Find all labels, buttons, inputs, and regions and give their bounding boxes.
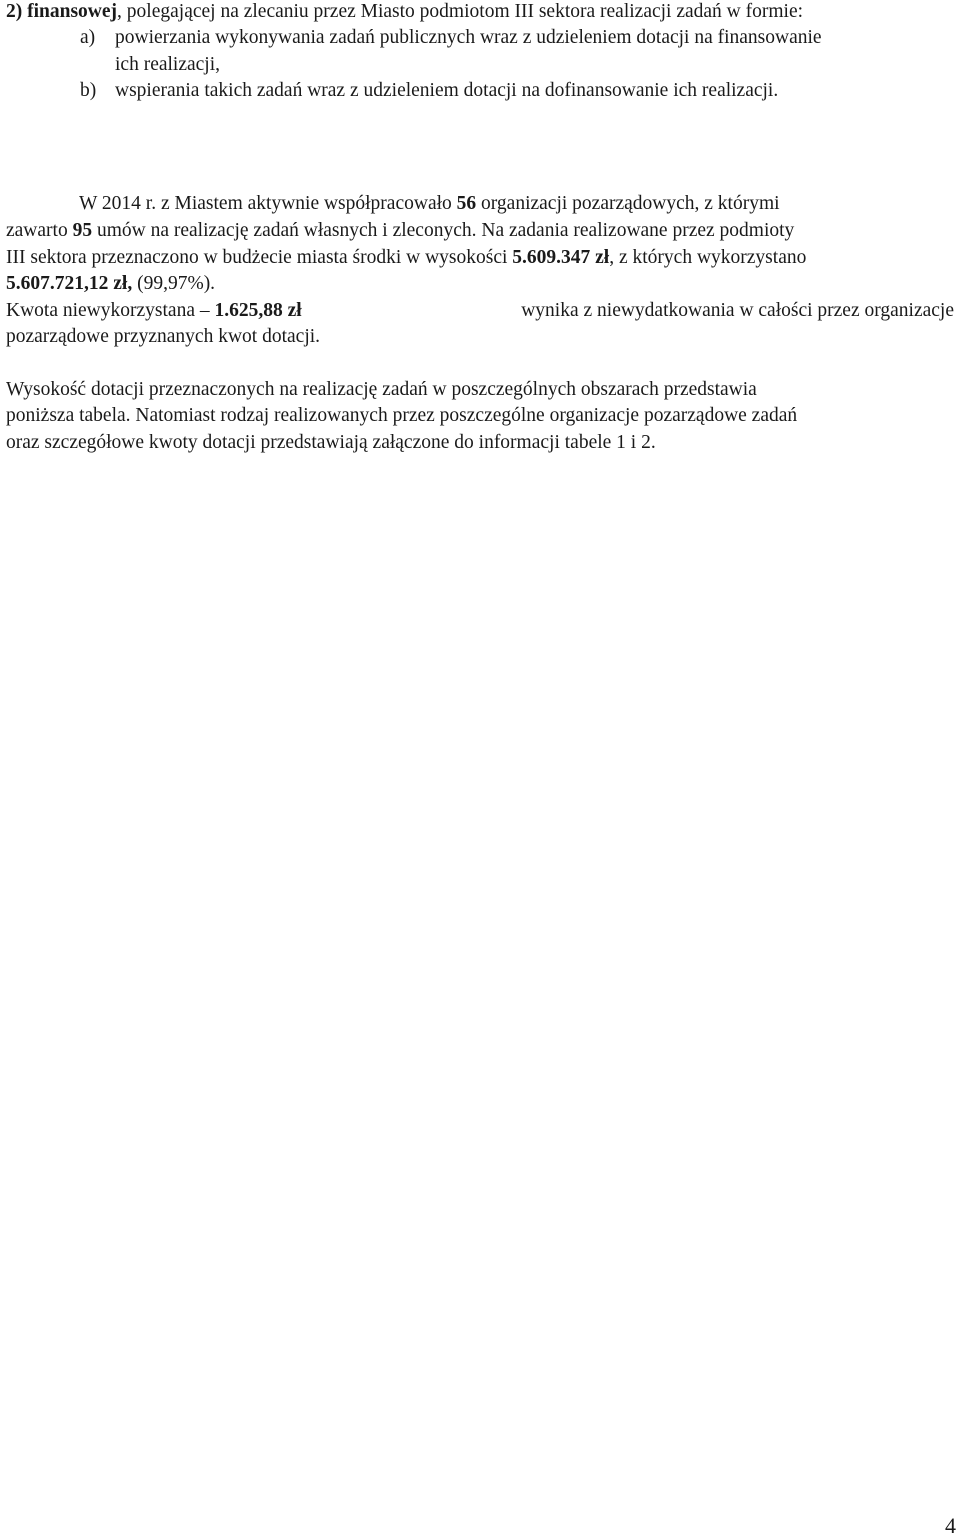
section-2-heading-bold: 2) finansowej	[6, 1, 118, 22]
list-item-b-marker: b)	[80, 80, 97, 101]
summary-line-2	[6, 221, 794, 241]
summary-l5-b: wynika z niewydatkowania w całości przez organizacje	[521, 300, 954, 321]
summary-l1-b: organizacji pozarządowych, z którymi	[476, 193, 780, 214]
unused-amount-label	[6, 301, 302, 321]
summary-text	[79, 194, 780, 214]
closing-line-2: poniższa tabela. Natomiast rodzaj realizowanych przez poszczególne organizacje pozarządowe zadań	[6, 405, 798, 426]
summary-l3-b: , z których wykorzystano	[609, 247, 807, 268]
list-item-b	[80, 80, 779, 101]
list-item-b-text: wspierania takich zadań wraz z udzieleniem dotacji na dofinansowanie ich realizacji.	[115, 80, 779, 101]
list-item-a-marker: a)	[80, 27, 96, 48]
used-amount: 5.607.721,12 zł,	[6, 273, 133, 294]
list-item-a	[80, 27, 822, 48]
summary-l3-a: III sektora przeznaczono w budżecie miasta środki w wysokości	[6, 247, 513, 268]
closing-line-1: Wysokość dotacji przeznaczonych na realizację zadań w poszczególnych obszarach przedstawia	[6, 379, 757, 400]
organizations-count: 56	[456, 193, 477, 214]
summary-l5-a: Kwota niewykorzystana –	[6, 300, 215, 321]
used-percentage: (99,97%).	[132, 273, 216, 294]
summary-line-3	[6, 248, 806, 268]
unused-amount: 1.625,88 zł	[214, 300, 302, 321]
page-number: 4	[945, 1513, 956, 1538]
section-2-heading-text: , polegającej na zlecaniu przez Miasto podmiotom III sektora realizacji zadań w formie:	[117, 1, 804, 22]
list-item-a-text-line2: ich realizacji,	[115, 54, 221, 75]
closing-line-3: oraz szczegółowe kwoty dotacji przedstawiają załączone do informacji tabele 1 i 2.	[6, 432, 656, 453]
contracts-count: 95	[72, 220, 93, 241]
summary-line-6: pozarządowe przyznanych kwot dotacji.	[6, 326, 321, 347]
summary-l2-a: zawarto	[6, 220, 73, 241]
list-item-a-text-line1: powierzania wykonywania zadań publicznych wraz z udzieleniem dotacji na finansowanie	[115, 27, 822, 48]
summary-l2-b: umów na realizację zadań własnych i zleconych. Na zadania realizowane przez podmioty	[92, 220, 795, 241]
summary-line-1	[79, 194, 954, 214]
summary-line-4	[6, 274, 215, 294]
summary-l1-a: W 2014 r. z Miastem aktywnie współpracowało	[79, 193, 457, 214]
allocated-amount: 5.609.347 zł	[512, 247, 610, 268]
summary-line-5	[6, 301, 954, 321]
section-2-heading	[6, 2, 803, 22]
